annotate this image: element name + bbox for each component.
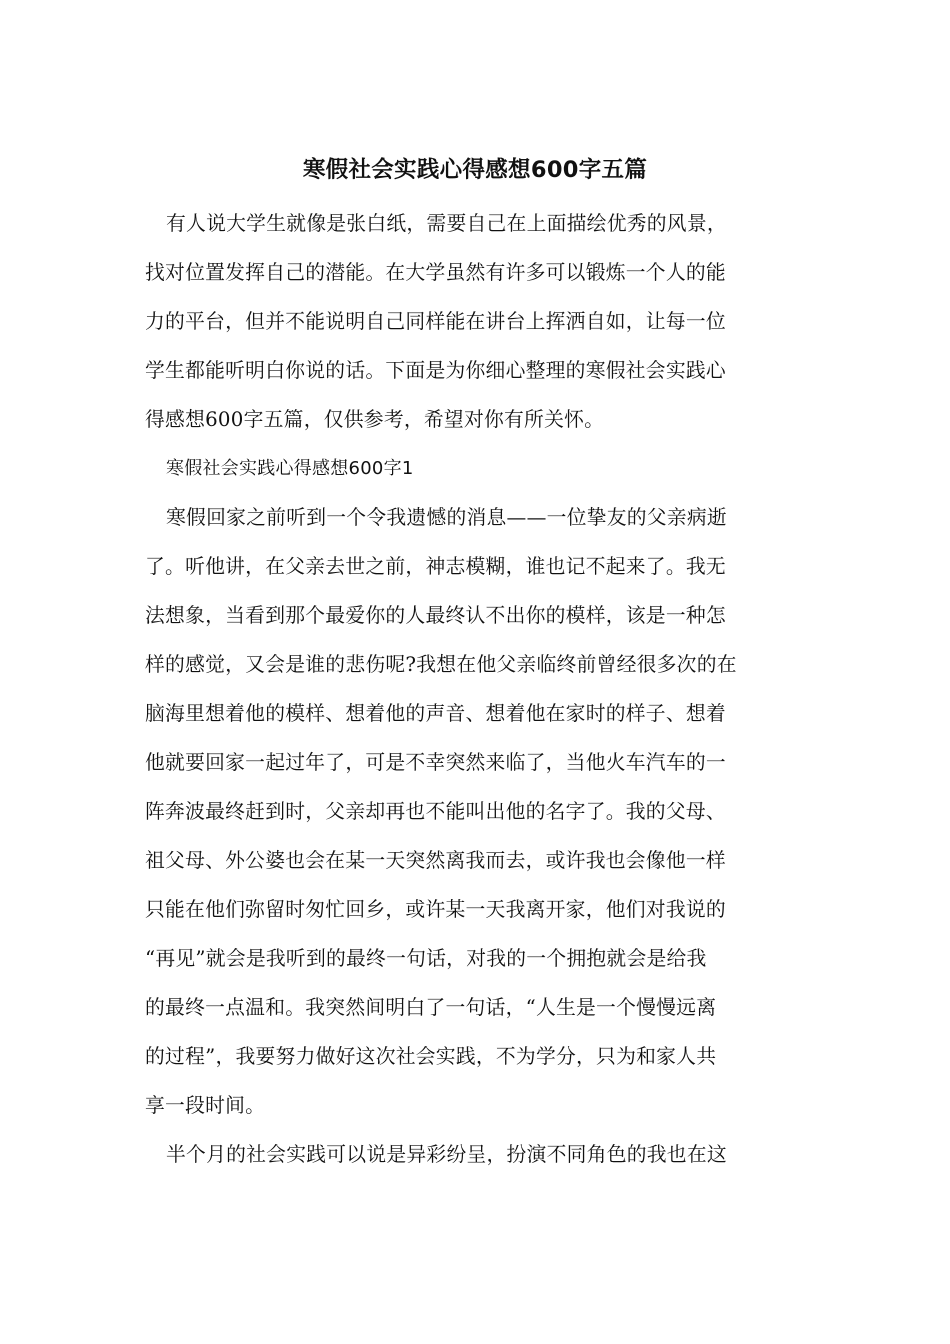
paragraph-line: 阵奔波最终赶到时，父亲却再也不能叫出他的名字了。我的父母、 xyxy=(145,800,726,823)
paragraph-line: 学生都能听明白你说的话。下面是为你细心整理的寒假社会实践心 xyxy=(145,359,726,382)
paragraph-line: 的过程”，我要努力做好这次社会实践，不为学分，只为和家人共 xyxy=(145,1045,717,1068)
paragraph-line: 寒假回家之前听到一个令我遗憾的消息——一位挚友的父亲病逝 xyxy=(166,506,727,529)
paragraph-line: 脑海里想着他的模样、想着他的声音、想着他在家时的样子、想着 xyxy=(145,702,726,725)
paragraph-line: “再见”就会是我听到的最终一句话，对我的一个拥抱就会是给我 xyxy=(145,947,707,970)
paragraph-line: 他就要回家一起过年了，可是不幸突然来临了，当他火车汽车的一 xyxy=(145,751,726,774)
paragraph-line: 的最终一点温和。我突然间明白了一句话，“人生是一个慢慢远离 xyxy=(145,996,717,1019)
paragraph-line: 半个月的社会实践可以说是异彩纷呈，扮演不同角色的我也在这 xyxy=(166,1143,727,1166)
paragraph-line: 了。听他讲，在父亲去世之前，神志模糊，谁也记不起来了。我无 xyxy=(145,555,726,578)
paragraph-line: 有人说大学生就像是张白纸，需要自己在上面描绘优秀的风景， xyxy=(166,212,727,235)
paragraph-line: 找对位置发挥自己的潜能。在大学虽然有许多可以锻炼一个人的能 xyxy=(145,261,726,284)
paragraph-line: 法想象，当看到那个最爱你的人最终认不出你的模样，该是一种怎 xyxy=(145,604,726,627)
paragraph-line: 样的感觉，又会是谁的悲伤呢?我想在他父亲临终前曾经很多次的在 xyxy=(145,653,737,676)
paragraph-line: 得感想600字五篇，仅供参考，希望对你有所关怀。 xyxy=(145,408,605,431)
paragraph-line: 只能在他们弥留时匆忙回乡，或许某一天我离开家，他们对我说的 xyxy=(145,898,726,921)
document-body xyxy=(145,204,810,1184)
document-title: 寒假社会实践心得感想600字五篇 xyxy=(302,157,648,183)
paragraph-line: 祖父母、外公婆也会在某一天突然离我而去，或许我也会像他一样 xyxy=(145,849,726,872)
paragraph-line: 享一段时间。 xyxy=(145,1094,266,1117)
section-heading: 寒假社会实践心得感想600字1 xyxy=(166,458,414,479)
paragraph-line: 力的平台，但并不能说明自己同样能在讲台上挥洒自如，让每一位 xyxy=(145,310,726,333)
